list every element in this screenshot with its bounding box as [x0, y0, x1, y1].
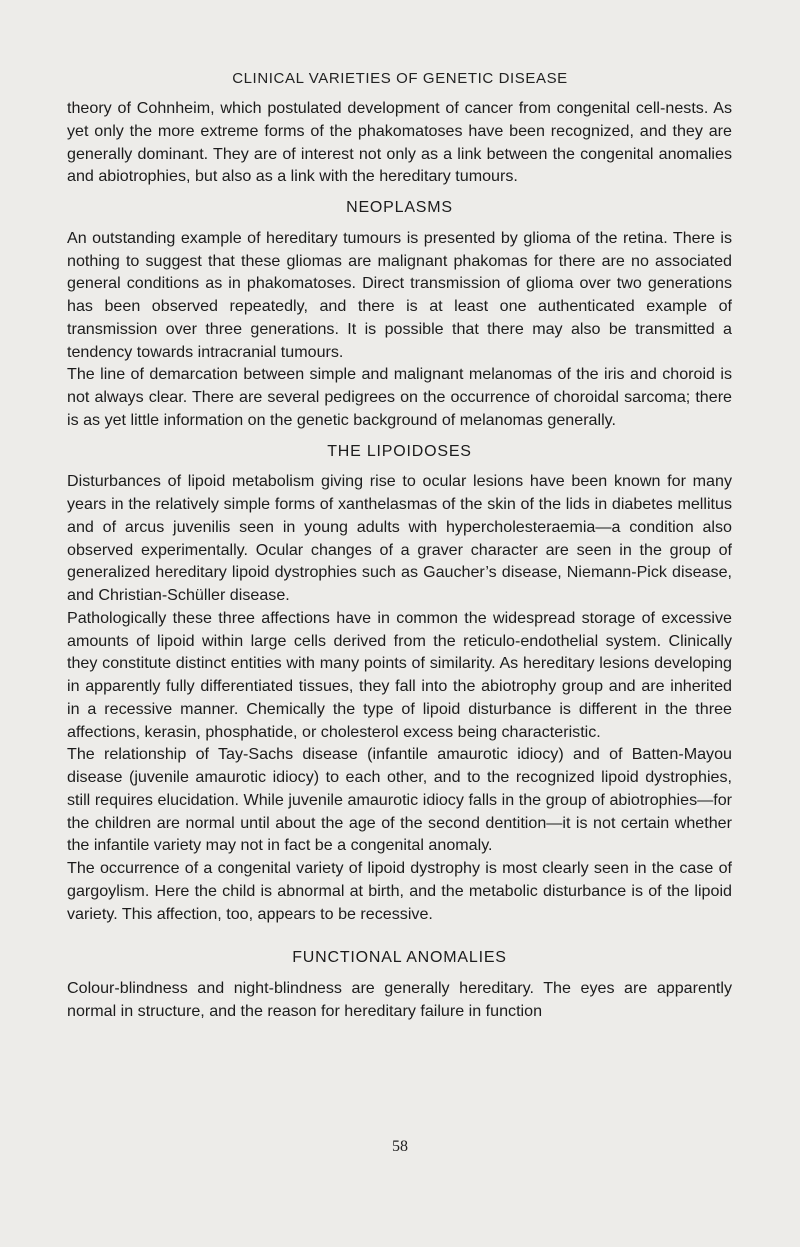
paragraph-tay-sachs: The relationship of Tay-Sachs disease (infantile amaurotic idiocy) and of Batten-Mayou disease (juvenile amaurotic idiocy) to each other, and to the recognized lipoid dystrophies, still requires elucidation. While juvenile amaurotic idiocy falls in the group of abiotrophies—for the children are normal until about the age of the second dentition—it is not certain whether the infantile variety may not in fact be a congenital anomaly. [67, 745, 732, 855]
paragraph-lipoid-metabolism: Disturbances of lipoid metabolism giving rise to ocular lesions have been known for many years in the relatively simple forms of xanthelasmas of the skin of the lids in diabetes mellitus and of arcus juvenilis seen in young adults with hypercholesteraemia—a condition also observed experimentally. Ocular changes of a graver character are seen in the group of generalized hereditary lipoid dystrophies such as Gaucher’s disease, Niemann-Pick disease, and Christian-Schüller disease. [67, 472, 732, 604]
section-heading-functional-anomalies: FUNCTIONAL ANOMALIES [292, 949, 507, 967]
paragraph-colour-blindness: Colour-blindness and night-blindness are generally hereditary. The eyes are apparently normal in structure, and the reason for hereditary failure in function [67, 979, 732, 1020]
paragraph-continuation: theory of Cohnheim, which postulated development of cancer from congenital cell-nests. As yet only the more extreme forms of the phakomatoses have been recognized, and they are generally dominant. They are of interest not only as a link between the congenital anomalies and abiotrophies, but also as a link with the hereditary tumours. [67, 99, 732, 186]
paragraph-pathology: Pathologically these three affections have in common the widespread storage of excessive amounts of lipoid within large cells derived from the reticulo-endothelial system. Clinically they constitute distinct entities with many points of similarity. As hereditary lesions developing in apparently fully differentiated tissues, they fall into the abiotrophy group and are inherited in a recessive manner. Chemically the type of lipoid disturbance is different in the three affections, kerasin, phosphatide, or cholesterol excess being characteristic. [67, 608, 732, 741]
section-heading-lipoidoses: THE LIPOIDOSES [327, 442, 472, 460]
page-number: 58 [392, 1138, 408, 1155]
paragraph-glioma: An outstanding example of hereditary tumours is presented by glioma of the retina. There is nothing to suggest that these gliomas are malignant phakomas for there are no associated general conditions as in phakomatoses. Direct transmission of glioma over two generations has been observed repeatedly, and there is at least one authenticated example of transmission over three generations. It is possible that there may also be transmitted a tendency towards intracranial tumours. [67, 228, 732, 361]
section-heading-neoplasms: NEOPLASMS [346, 199, 453, 216]
paragraph-melanomas: The line of demarcation between simple and malignant melanomas of the iris and choroid is not always clear. There are several pedigrees on the occurrence of choroidal sarcoma; there is as yet little information on the genetic background of melanomas generally. [67, 365, 732, 429]
paragraph-gargoylism: The occurrence of a congenital variety of lipoid dystrophy is most clearly seen in the case of gargoylism. Here the child is abnormal at birth, and the metabolic disturbance is of the lipoid variety. This affection, too, appears to be recessive. [67, 859, 732, 923]
body-text [67, 97, 732, 1023]
running-head: CLINICAL VARIETIES OF GENETIC DISEASE [232, 70, 568, 87]
